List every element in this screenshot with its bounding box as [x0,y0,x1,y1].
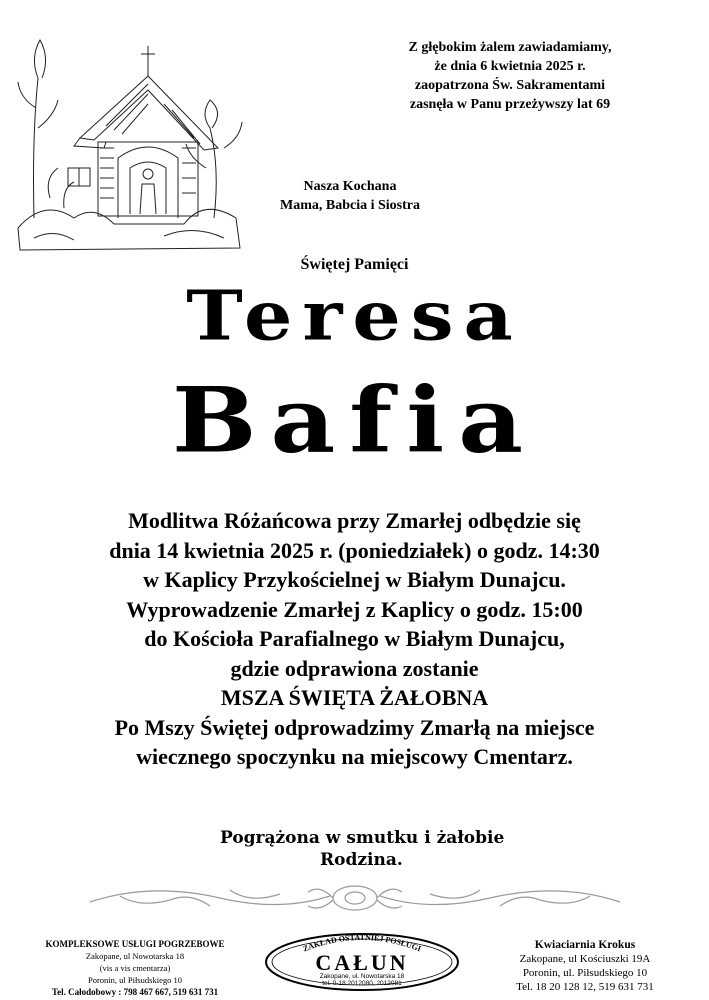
funeral-line: dnia 14 kwietnia 2025 r. (poniedziałek) o godz. 14:30 [109,537,600,563]
logo-name: CAŁUN [315,950,409,975]
memory-heading: Świętej Pamięci [300,256,409,273]
funeral-home-address: Zakopane, ul Nowotarska 18 [85,951,185,961]
funeral-line: do Kościoła Parafialnego w Białym Dunajcu, [144,626,565,651]
mourners-line: Pogrążona w smutku i żałobie [220,828,505,848]
intro-line: Z głębokim żalem zawiadamiamy, [408,40,612,55]
funeral-line: wiecznego spoczynku na miejscowy Cmentarz. [136,744,573,769]
funeral-details [20,506,689,772]
logo-arc-text: ZAKŁAD OSTATNIEJ POSŁUGI [301,932,423,954]
intro-line: zaopatrzona Św. Sakramentami [414,78,606,93]
funeral-home-address-2: Poronin, ul Piłsudskiego 10 [88,975,182,985]
relation-line: Mama, Babcia i Siostra [280,198,420,213]
mourners-signature [220,827,550,871]
intro-line: że dnia 6 kwietnia 2025 r. [434,59,586,74]
florist-info [480,938,690,994]
funeral-home-title: KOMPLEKSOWE USŁUGI POGRZEBOWE [45,939,225,949]
floral-ornament [80,878,630,918]
funeral-line: w Kaplicy Przykościelnej w Białym Dunajcu. [143,567,566,592]
calun-logo [262,928,462,992]
funeral-home-phone: Tel. Całodobowy : 798 467 667, 519 631 731 [51,987,219,997]
intro-line: zasnęła w Panu przeżywszy lat 69 [409,97,611,112]
funeral-line: Po Mszy Świętej odprowadzimy Zmarłą na miejsce [114,714,595,740]
relation-line: Nasza Kochana [303,179,397,194]
mourners-family: Rodzina. [320,850,403,870]
funeral-line: MSZA ŚWIĘTA ŻAŁOBNA [220,685,489,710]
florist-address: Zakopane, ul Kościuszki 19A [519,953,651,965]
chapel-sketch [14,18,246,264]
logo-phone: tel. 0-18 2012080, 2012081 [322,980,402,987]
funeral-home-note: (vis a vis cmentarza) [99,963,171,973]
florist-title: Kwiaciarnia Krokus [534,939,636,951]
funeral-home-info [20,938,250,998]
florist-phone: Tel. 18 20 128 12, 519 631 731 [516,981,654,993]
relation-text [270,177,430,215]
funeral-line: Wyprowadzenie Zmarłej z Kaplicy o godz. 15:00 [126,596,583,622]
announcement-intro [375,38,645,114]
funeral-line: Modlitwa Różańcowa przy Zmarłej odbędzie się [128,508,581,533]
logo-address: Zakopane, ul. Nowotarska 18 [319,973,405,980]
florist-address-2: Poronin, ul. Piłsudskiego 10 [522,967,648,979]
deceased-first-name: Teresa [186,275,523,356]
funeral-line: gdzie odprawiona zostanie [230,655,479,681]
deceased-last-name: Bafia [171,366,538,474]
